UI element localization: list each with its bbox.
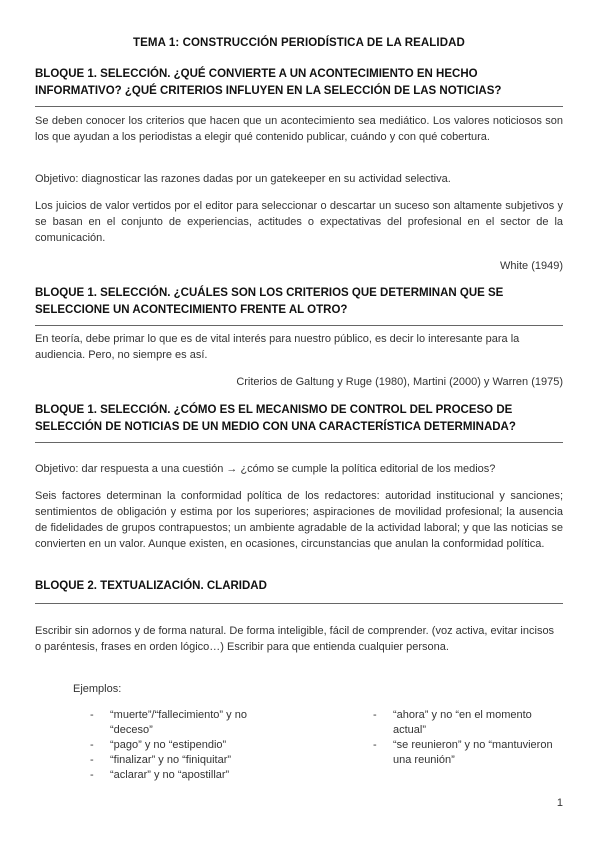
section-4-heading: BLOQUE 2. TEXTUALIZACIÓN. CLARIDAD [35,580,267,592]
section-1-paragraph-3: Los juicios de valor vertidos por el editor para seleccionar o descartar un suceso son altamente subjetivos y se basan en el conjunto de experiencias, actitudes o expectativas del profesional en el sector de la comunicación. [35,200,563,244]
page-number: 1 [556,797,563,809]
list-item: - “finalizar” y no “finiquitar” [90,753,290,768]
section-1-paragraph-1: Se deben conocer los criterios que hacen que un acontecimiento sea mediático. Los valores noticiosos son los que ayudan a los periodistas a elegir qué contenido publicar, cuándo y con qué cobertura. [35,115,563,143]
section-1-paragraph-2: Objetivo: diagnosticar las razones dadas por un gatekeeper en su actividad selectiva. [35,173,451,185]
section-4-paragraph-1: Escribir sin adornos y de forma natural. De forma inteligible, fácil de comprender. (voz activa, evitar incisos o paréntesis, frases en orden lógico…) Escribir para que entienda cualquier persona. [35,625,555,653]
list-item: - “pago” y no “estipendio” [90,738,290,753]
section-2-heading: BLOQUE 1. SELECCIÓN. ¿CUÁLES SON LOS CRITERIOS QUE DETERMINAN QUE SE SELECCIONE UN ACONTECIMIENTO FRENTE AL OTRO? [35,287,504,316]
section-3-paragraph-1: Objetivo: dar respuesta a una cuestión → ¿cómo se cumple la política editorial de los medios? [35,463,496,475]
section-2-divider [35,325,563,326]
section-2-paragraph-1: En teoría, debe primar lo que es de vital interés para nuestro público, es decir lo interesante para la audiencia. Pero, no siempre es así. [35,333,520,361]
section-1-citation: White (1949) [500,260,563,272]
document-title: TEMA 1: CONSTRUCCIÓN PERIODÍSTICA DE LA REALIDAD [133,37,465,49]
list-item: - “aclarar” y no “apostillar” [90,768,290,783]
list-item: - “muerte”/“fallecimiento” y no “deceso” [90,708,290,738]
section-1-divider [35,106,563,107]
section-3-divider [35,442,563,443]
list-item: - “ahora” y no “en el momento actual” [373,708,553,738]
examples-list-right [373,708,553,768]
section-3-paragraph-2: Seis factores determinan la conformidad política de los redactores: autoridad institucional y sanciones; sentimientos de obligación y estima por los superiores; aspiraciones de movilidad profesional; la ausencia de fidelidades de grupos contrapuestos; un ambiente agradable de la actividad laboral; y que las noticias se convierten en un valor. Aunque existen, en ocasiones, circunstancias que anulan la conformidad política. [35,490,563,550]
section-4-divider [35,603,563,604]
examples-label: Ejemplos: [73,683,122,695]
section-1-heading: BLOQUE 1. SELECCIÓN. ¿QUÉ CONVIERTE A UN ACONTECIMIENTO EN HECHO INFORMATIVO? ¿QUÉ CRITERIOS INFLUYEN EN LA SELECCIÓN DE LAS NOTICIAS? [35,68,502,97]
list-item: - “se reunieron” y no “mantuvieron una reunión” [373,738,553,768]
section-2-citation: Criterios de Galtung y Ruge (1980), Martini (2000) y Warren (1975) [236,376,563,388]
examples-list-left [90,708,290,783]
section-3-heading: BLOQUE 1. SELECCIÓN. ¿CÓMO ES EL MECANISMO DE CONTROL DEL PROCESO DE SELECCIÓN DE NOTICIAS DE UN MEDIO CON UNA CARACTERÍSTICA DETERMINADA? [35,404,516,433]
